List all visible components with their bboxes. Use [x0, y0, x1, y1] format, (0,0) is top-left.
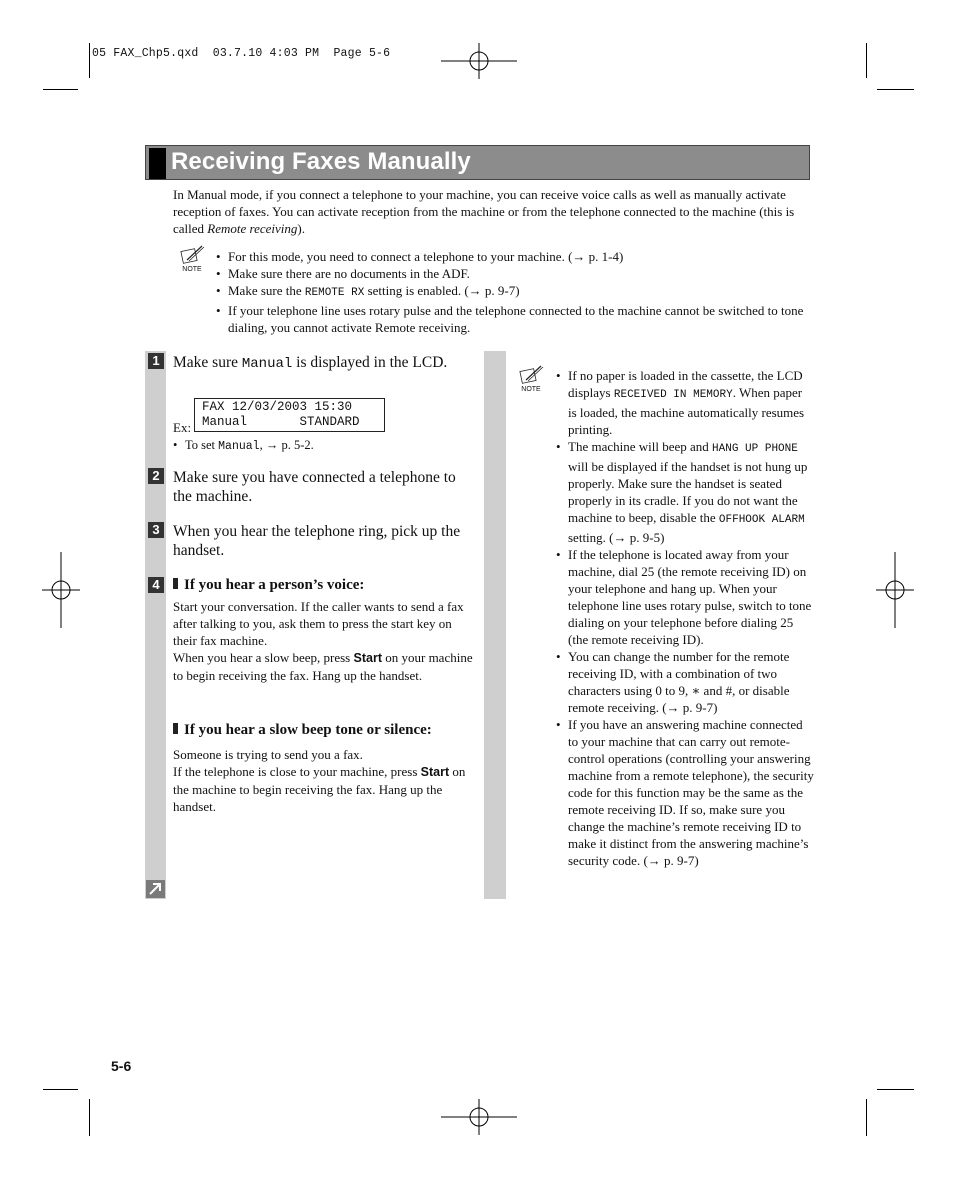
note-text: Make sure there are no documents in the ADF. — [228, 266, 470, 281]
note-text: . When paper is loaded, the machine automatically resumes printing. — [568, 385, 805, 437]
crop-mark — [877, 1089, 914, 1090]
note-item — [556, 367, 814, 438]
note-item — [556, 648, 814, 716]
note-item — [556, 546, 814, 648]
step-number: 4 — [148, 577, 164, 593]
lcd-line: Manual STANDARD — [202, 415, 360, 429]
note-item — [216, 302, 811, 336]
continue-arrow-icon — [146, 880, 165, 898]
voice-text: When you hear a slow beep, press — [173, 650, 354, 665]
bullet-square — [173, 578, 178, 589]
crop-mark — [877, 89, 914, 90]
title-marker — [149, 148, 166, 179]
voice-heading-text: If you hear a person’s voice: — [184, 577, 365, 593]
note-text: The machine will beep and — [568, 439, 713, 454]
intro-text: In Manual mode, if you connect a telephone to your machine, you can receive voice calls as well as manually activate reception of faxes. You can activate reception from the machine or from the telephone connected to the machine (this is called — [173, 187, 795, 236]
crop-mark — [43, 1089, 78, 1090]
mode-name: Manual — [241, 356, 293, 372]
note-item — [216, 265, 811, 282]
step-number: 3 — [148, 522, 164, 538]
lcd-message: RECEIVED IN MEMORY — [613, 389, 733, 401]
note-text: For this mode, you need to connect a telephone to your machine. (→ p. 1-4) — [228, 249, 624, 264]
step-2-text: Make sure you have connected a telephone to the machine. — [173, 469, 456, 505]
note-label: NOTE — [521, 386, 541, 393]
voice-heading — [173, 576, 364, 595]
mode-name: Manual — [218, 440, 260, 453]
voice-body — [173, 598, 473, 684]
step-3-text: When you hear the telephone ring, pick up the handset. — [173, 523, 461, 559]
beep-text: on the machine to begin receiving the fax. Hang up the handset. — [173, 764, 466, 814]
lcd-message: HANG UP PHONE — [712, 443, 798, 455]
note-item — [556, 716, 814, 869]
step-text: is displayed in the LCD. — [292, 354, 448, 371]
crop-mark — [866, 1099, 867, 1136]
beep-text: If the telephone is close to your machine, press — [173, 764, 421, 779]
note-item — [556, 438, 814, 546]
setting-name: REMOTE RX — [304, 287, 365, 299]
note-text: You can change the number for the remote receiving ID, with a combination of two characters using 0 to 9, ∗ and #, or disable remote receiving. (→ p. 9-7) — [568, 649, 790, 715]
page-number: 5-6 — [111, 1058, 132, 1074]
note-text: Make sure the — [228, 283, 305, 298]
voice-paragraph: Start your conversation. If the caller wants to send a fax after talking to you, ask them to press the start key on their fax machine. — [173, 599, 464, 648]
beep-paragraph-2 — [173, 763, 473, 815]
intro-italic: Remote receiving — [207, 221, 298, 236]
crop-mark — [43, 89, 78, 90]
voice-text: on your machine to begin receiving the fax. Hang up the handset. — [173, 650, 473, 683]
note-list — [216, 248, 811, 336]
note-icon — [517, 364, 545, 394]
note-item — [216, 248, 811, 265]
beep-heading — [173, 721, 432, 740]
bullet-square — [173, 723, 178, 734]
step-text: Make sure — [173, 354, 242, 371]
to-set-item — [173, 437, 473, 455]
note-icon — [178, 244, 206, 274]
lcd-line: FAX 12/03/2003 15:30 — [202, 400, 353, 414]
to-set-text: , → p. 5-2. — [259, 438, 314, 452]
beep-body — [173, 746, 473, 815]
intro-paragraph — [173, 186, 813, 237]
page-title: Receiving Faxes Manually — [171, 148, 471, 175]
note-text: If your telephone line uses rotary pulse and the telephone connected to the machine cannot be switched to tone dialing, you cannot activate Remote receiving. — [228, 303, 804, 335]
note-text: will be displayed if the handset is not hung up properly. Make sure the handset is seated properly in its cradle. If you do not want the machine to beep, disable the — [568, 459, 808, 525]
note-text: setting. (→ p. 9-5) — [568, 530, 665, 545]
note-item — [216, 282, 811, 302]
step-1-text — [173, 353, 478, 374]
start-key: Start — [353, 651, 382, 665]
note-text: setting is enabled. (→ p. 9-7) — [364, 283, 520, 298]
step-number: 1 — [148, 353, 164, 369]
intro-end: ). — [297, 221, 306, 236]
crop-mark — [89, 1099, 90, 1136]
start-key: Start — [420, 765, 450, 779]
step-sidebar — [145, 351, 166, 899]
to-set-list — [173, 437, 473, 455]
lcd-display — [194, 398, 385, 432]
note-text: If the telephone is located away from your machine, dial 25 (the remote receiving ID) on your telephone and hang up. When your telephone line uses rotary pulse, switch to tone dialing on your telephone before dialing 25 (the remote receiving ID). — [568, 547, 812, 647]
registration-mark-top-icon — [441, 43, 517, 79]
note-text: If you have an answering machine connected to your machine that can carry out remote-control operations (controlling your answering machine from a remote telephone), the security code for this function may be the same as the remote receiving ID. If so, make sure you change the machine’s remote receiving ID to make it distinct from the answering machine’s security code. (→ p. 9-7) — [568, 717, 814, 868]
registration-mark-right-icon — [876, 552, 914, 628]
crop-mark — [89, 43, 90, 78]
note-list — [556, 367, 814, 869]
note-label: NOTE — [182, 266, 202, 273]
to-set-text: To set — [185, 438, 219, 452]
example-label: Ex: — [173, 420, 192, 435]
file-slug: 05 FAX_Chp5.qxd 03.7.10 4:03 PM Page 5-6 — [92, 47, 391, 60]
crop-mark — [866, 43, 867, 78]
voice-paragraph-2 — [173, 649, 473, 684]
beep-heading-text: If you hear a slow beep tone or silence: — [184, 722, 432, 738]
beep-paragraph: Someone is trying to send you a fax. — [173, 747, 363, 762]
step-number: 2 — [148, 468, 164, 484]
setting-name: OFFHOOK ALARM — [718, 514, 805, 526]
note-text: If no paper is loaded in the cassette, the LCD displays — [568, 368, 803, 400]
registration-mark-bottom-icon — [441, 1099, 517, 1135]
registration-mark-left-icon — [42, 552, 80, 628]
note-sidebar — [484, 351, 506, 899]
